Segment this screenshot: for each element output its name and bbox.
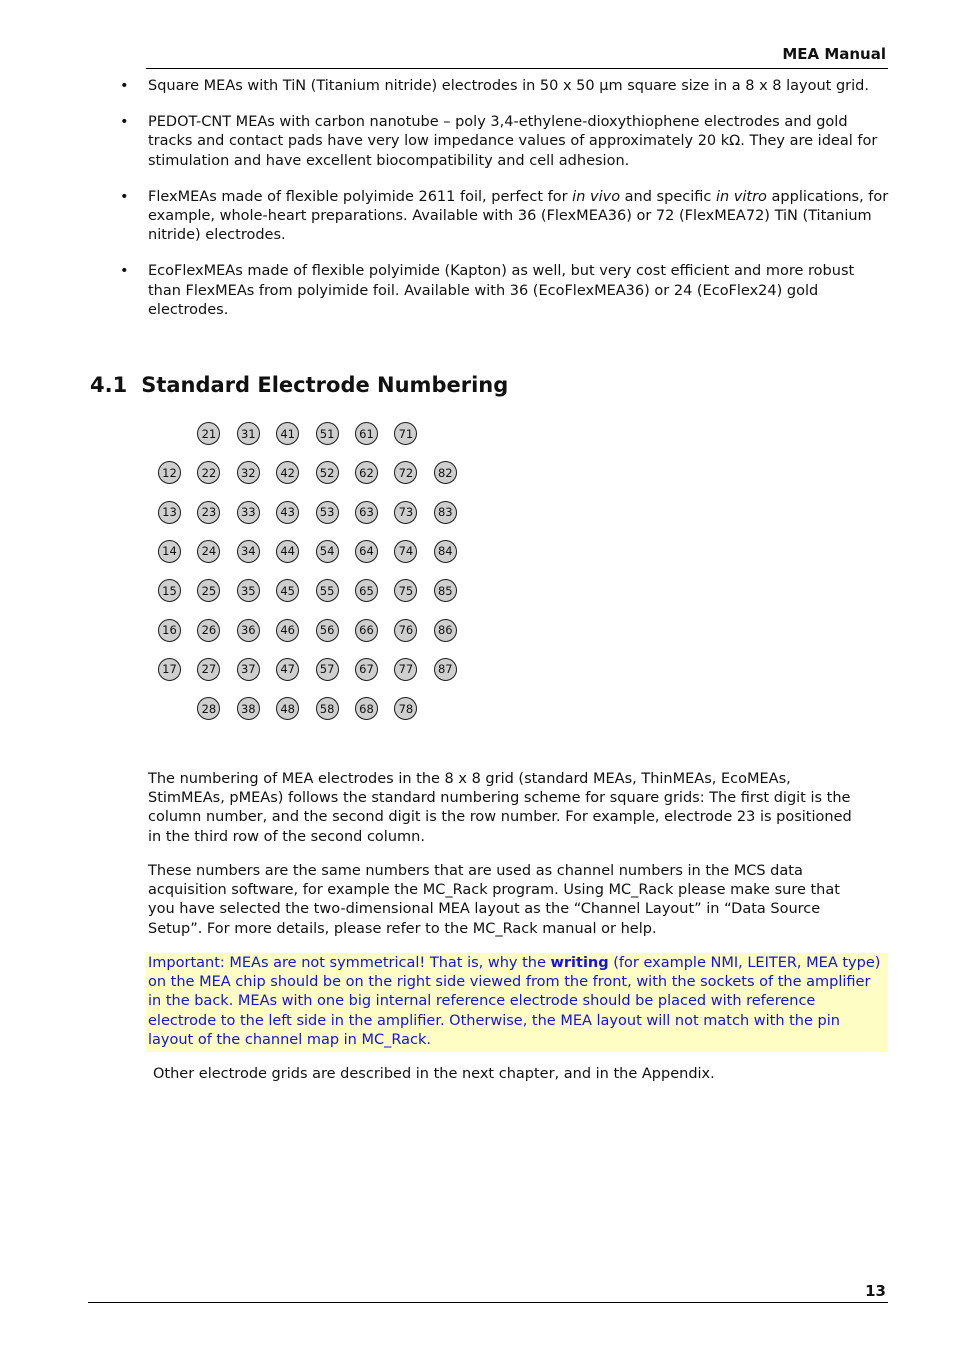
electrode-82: 82 xyxy=(434,461,457,484)
numbering-paragraph: The numbering of MEA electrodes in the 8 x 8 grid (standard MEAs, ThinMEAs, EcoMEAs, StimMEAs, pMEAs) follows the standard numbering scheme for square grids: The first digit is the column number, and the second digit is the row number. For example, electrode 23 is positioned in the third row of the second column. xyxy=(148,771,852,845)
other-grids-paragraph: Other electrode grids are described in the next chapter, and in the Appendix. xyxy=(153,1066,715,1082)
electrode-25: 25 xyxy=(197,579,220,602)
note-bold-text: writing xyxy=(550,955,609,971)
bullet-marker: • xyxy=(120,78,129,94)
electrode-61: 61 xyxy=(355,422,378,445)
list-item-text-part: and specific xyxy=(620,188,716,205)
electrode-35: 35 xyxy=(237,579,260,602)
electrode-73: 73 xyxy=(394,501,417,524)
note-text: (for example NMI, LEITER, MEA type) on the MEA chip should be on the right side viewed from the front, with the sockets of the amplifier in the back. MEAs with one big internal reference electrode should be placed with reference electrode to the left side in the amplifier. Otherwise, the MEA layout will not match with the pin layout of the channel map in MC_Rack. xyxy=(148,955,881,1048)
channels-paragraph: These numbers are the same numbers that are used as channel numbers in the MCS data acquisition software, for example the MC_Rack program. Using MC_Rack please make sure that you have selected the two-dimensional MEA layout as the “Channel Layout” in “Data Source Setup”. For more details, please refer to the MC_Rack manual or help. xyxy=(148,863,840,937)
electrode-45: 45 xyxy=(276,579,299,602)
electrode-64: 64 xyxy=(355,540,378,563)
electrode-38: 38 xyxy=(237,697,260,720)
electrode-84: 84 xyxy=(434,540,457,563)
electrode-46: 46 xyxy=(276,619,299,642)
electrode-57: 57 xyxy=(316,658,339,681)
section-heading xyxy=(90,373,508,397)
section-number: 4.1 xyxy=(90,373,128,397)
list-item-text: Square MEAs with TiN (Titanium nitride) electrodes in 50 x 50 µm square size in a 8 x 8 layout grid. xyxy=(148,78,869,94)
electrode-58: 58 xyxy=(316,697,339,720)
electrode-41: 41 xyxy=(276,422,299,445)
electrode-16: 16 xyxy=(158,619,181,642)
electrode-43: 43 xyxy=(276,501,299,524)
electrode-37: 37 xyxy=(237,658,260,681)
electrode-87: 87 xyxy=(434,658,457,681)
list-item xyxy=(118,188,890,246)
electrode-65: 65 xyxy=(355,579,378,602)
list-item xyxy=(118,77,890,96)
electrode-42: 42 xyxy=(276,461,299,484)
important-note xyxy=(146,953,888,1052)
electrode-54: 54 xyxy=(316,540,339,563)
list-item xyxy=(118,262,890,320)
electrode-51: 51 xyxy=(316,422,339,445)
bullet-marker: • xyxy=(120,114,129,131)
electrode-85: 85 xyxy=(434,579,457,602)
electrode-27: 27 xyxy=(197,658,220,681)
electrode-17: 17 xyxy=(158,658,181,681)
electrode-15: 15 xyxy=(158,579,181,602)
electrode-77: 77 xyxy=(394,658,417,681)
electrode-44: 44 xyxy=(276,540,299,563)
electrode-76: 76 xyxy=(394,619,417,642)
list-item-text: PEDOT-CNT MEAs with carbon nanotube – poly 3,4-ethylene-dioxythiophene electrodes and gold tracks and contact pads have very low impedance values of approximately 20 kΩ. They are ideal for stimulation and have excellent biocompatibility and cell adhesion. xyxy=(148,114,878,169)
electrode-62: 62 xyxy=(355,461,378,484)
list-item-text: EcoFlexMEAs made of flexible polyimide (Kapton) as well, but very cost efficient and more robust than FlexMEAs from polyimide foil. Available with 36 (EcoFlexMEA36) or 24 (EcoFlex24) gold electrodes. xyxy=(148,263,855,318)
section-title: Standard Electrode Numbering xyxy=(141,373,509,397)
list-item-text xyxy=(148,189,888,243)
electrode-56: 56 xyxy=(316,619,339,642)
list-item-text-part: FlexMEAs made of flexible polyimide 2611 foil, perfect for xyxy=(148,188,573,205)
list-item-text-part: applications, for example, whole-heart preparations. Available with 36 (FlexMEA36) or 72 (FlexMEA72) TiN (Titanium nitride) electrodes. xyxy=(148,188,889,244)
electrode-types-list xyxy=(118,77,890,337)
page-header-title: MEA Manual xyxy=(782,45,886,63)
electrode-67: 67 xyxy=(355,658,378,681)
electrode-24: 24 xyxy=(197,540,220,563)
electrode-22: 22 xyxy=(197,461,220,484)
electrode-83: 83 xyxy=(434,501,457,524)
electrode-14: 14 xyxy=(158,540,181,563)
electrode-21: 21 xyxy=(197,422,220,445)
electrode-75: 75 xyxy=(394,579,417,602)
list-item-emphasis: in vitro xyxy=(715,188,767,205)
electrode-32: 32 xyxy=(237,461,260,484)
electrode-68: 68 xyxy=(355,697,378,720)
electrode-53: 53 xyxy=(316,501,339,524)
electrode-48: 48 xyxy=(276,697,299,720)
electrode-13: 13 xyxy=(158,501,181,524)
electrode-26: 26 xyxy=(197,619,220,642)
electrode-36: 36 xyxy=(237,619,260,642)
note-text: Important: MEAs are not symmetrical! That is, why the xyxy=(148,955,551,971)
electrode-12: 12 xyxy=(158,461,181,484)
electrode-31: 31 xyxy=(237,422,260,445)
electrode-72: 72 xyxy=(394,461,417,484)
list-item-emphasis: in vivo xyxy=(572,188,621,205)
electrode-55: 55 xyxy=(316,579,339,602)
electrode-47: 47 xyxy=(276,658,299,681)
electrode-71: 71 xyxy=(394,422,417,445)
electrode-23: 23 xyxy=(197,501,220,524)
list-item xyxy=(118,113,890,171)
electrode-78: 78 xyxy=(394,697,417,720)
electrode-52: 52 xyxy=(316,461,339,484)
electrode-grid-diagram xyxy=(150,413,480,733)
bullet-marker: • xyxy=(120,188,129,205)
electrode-33: 33 xyxy=(237,501,260,524)
footer-divider xyxy=(88,1302,888,1303)
electrode-66: 66 xyxy=(355,619,378,642)
bullet-marker: • xyxy=(120,263,129,280)
electrode-28: 28 xyxy=(197,697,220,720)
electrode-86: 86 xyxy=(434,619,457,642)
page-number: 13 xyxy=(865,1282,886,1300)
header-divider xyxy=(146,68,888,69)
electrode-63: 63 xyxy=(355,501,378,524)
electrode-34: 34 xyxy=(237,540,260,563)
electrode-74: 74 xyxy=(394,540,417,563)
